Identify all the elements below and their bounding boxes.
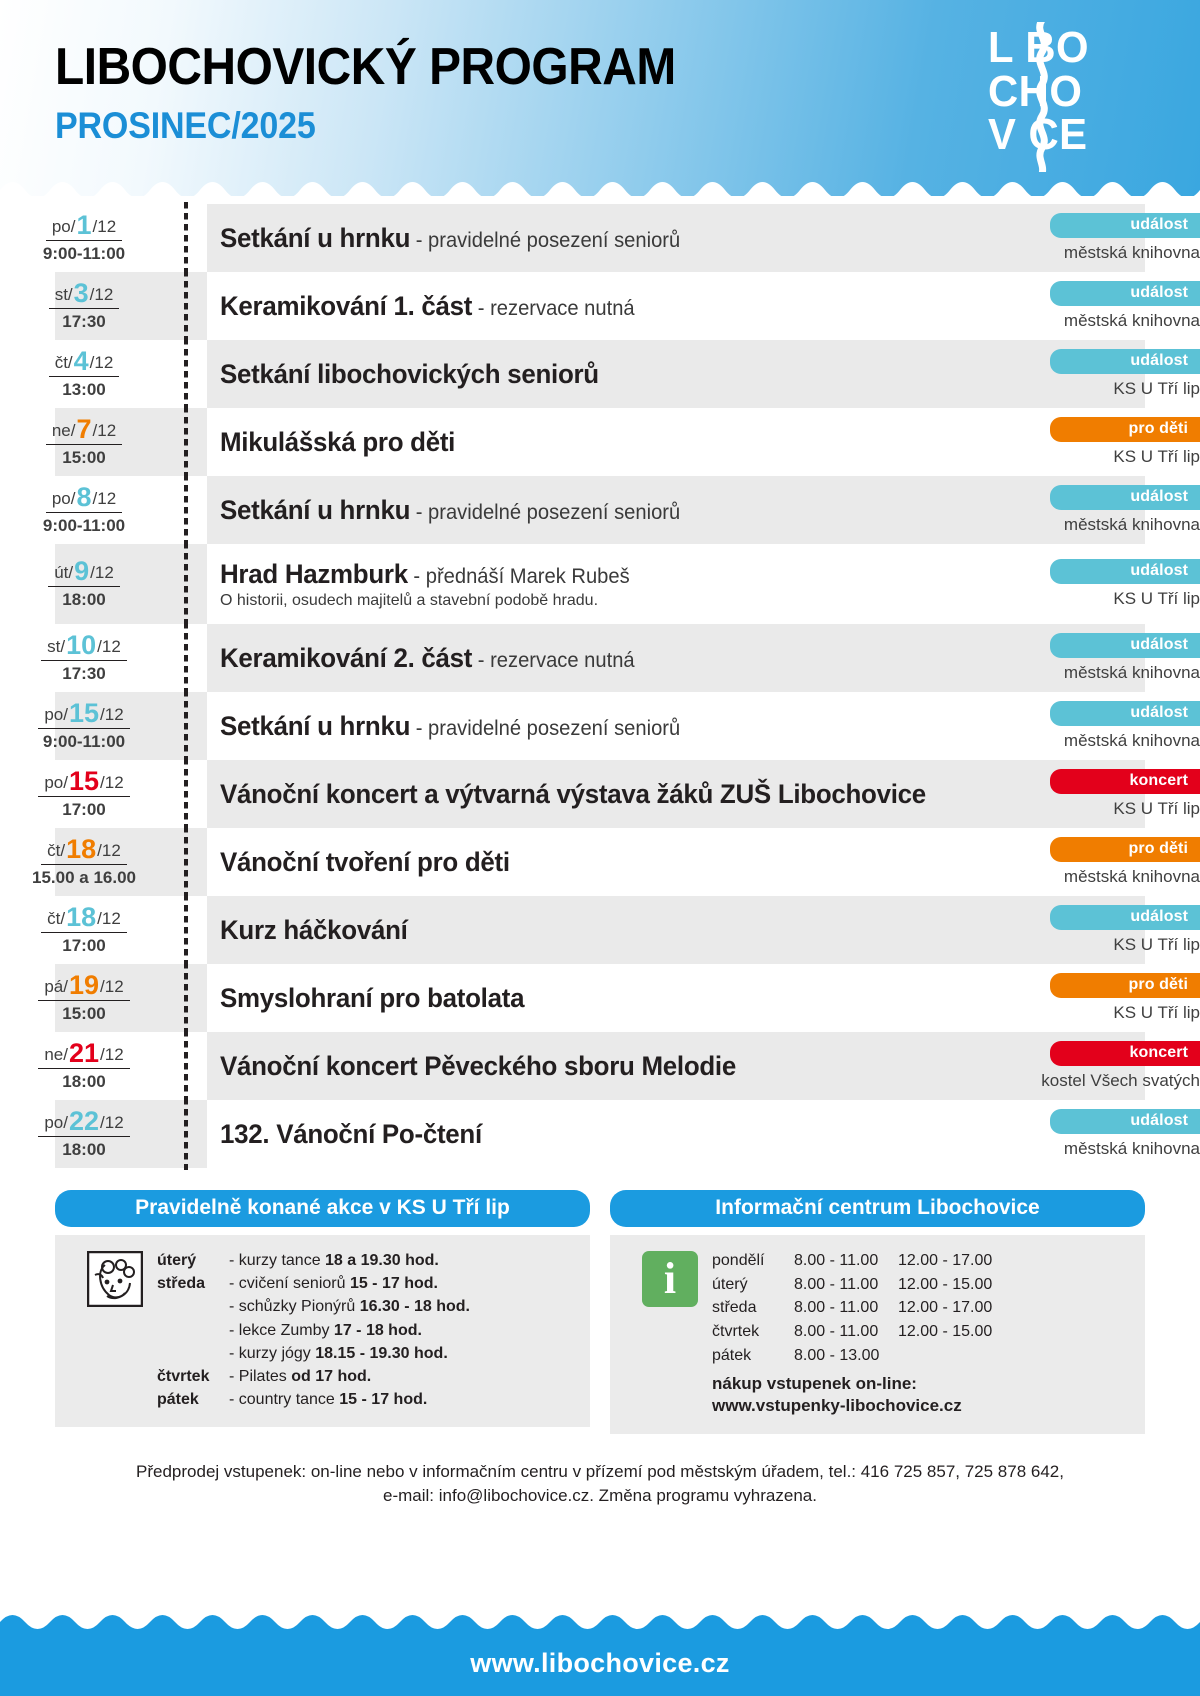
event-meta: [990, 544, 1200, 624]
event-weekday: čt/: [47, 841, 66, 860]
schedule-day: [157, 1319, 229, 1342]
status-badge: událost: [1050, 213, 1200, 238]
event-time: 15:00: [62, 1004, 106, 1023]
event-row: [0, 896, 1200, 964]
event-date: [0, 1032, 180, 1100]
libochovice-logo: [988, 23, 1168, 176]
event-main: [192, 272, 990, 340]
dotted-divider: [180, 476, 192, 544]
hours-afternoon: 12.00 - 17.00: [898, 1252, 993, 1269]
event-main: [192, 1100, 990, 1168]
info-centre-panel: [610, 1190, 1145, 1434]
dotted-divider: [180, 760, 192, 828]
regular-events-heading: Pravidelně konané akce v KS U Tří lip: [55, 1190, 590, 1227]
dotted-divider: [180, 964, 192, 1032]
event-title: Keramikování 2. část - rezervace nutná: [220, 642, 635, 673]
header-titles: [55, 40, 730, 147]
hours-row: [712, 1273, 992, 1297]
schedule-text: - schůzky Pionýrů 16.30 - 18 hod.: [229, 1298, 470, 1316]
event-venue: kostel Všech svatých: [1041, 1071, 1200, 1090]
dotted-divider: [180, 896, 192, 964]
schedule-row: [157, 1249, 470, 1272]
event-weekday: po/: [44, 773, 68, 792]
event-venue: městská knihovna: [1063, 515, 1200, 534]
info-centre-content: [712, 1249, 992, 1418]
event-meta: [990, 1032, 1200, 1100]
status-badge: koncert: [1050, 769, 1200, 794]
event-month: /12: [100, 977, 124, 996]
event-title: Setkání u hrnku - pravidelné posezení seniorů: [220, 222, 681, 253]
event-date-line: [49, 348, 120, 377]
event-month: /12: [97, 909, 121, 928]
status-badge: událost: [1050, 701, 1200, 726]
hours-day: čtvrtek: [712, 1323, 760, 1341]
status-badge: událost: [1050, 485, 1200, 510]
dotted-divider: [180, 272, 192, 340]
event-venue: KS U Tří lip: [1113, 935, 1200, 954]
event-time: 18:00: [62, 1140, 106, 1159]
event-venue: KS U Tří lip: [1113, 379, 1200, 398]
event-time: 17:30: [62, 312, 106, 331]
logo-line-1: L BO: [988, 23, 1089, 72]
logo-line-3: V CE: [988, 110, 1088, 160]
event-date-line: [41, 836, 127, 865]
event-list: [0, 196, 1200, 1168]
event-month: /12: [100, 1045, 124, 1064]
event-title: Mikulášská pro děti: [220, 426, 456, 457]
event-meta: [990, 476, 1200, 544]
event-venue: městská knihovna: [1063, 867, 1200, 886]
event-time: 17:00: [62, 936, 106, 955]
event-time: 9:00-11:00: [42, 516, 126, 535]
event-month: /12: [100, 773, 124, 792]
event-row: [0, 204, 1200, 272]
event-title-suffix: - rezervace nutná: [472, 648, 635, 672]
info-centre-body: [610, 1235, 1145, 1434]
status-badge: událost: [1050, 281, 1200, 306]
event-title: Setkání u hrnku - pravidelné posezení seniorů: [220, 494, 681, 525]
event-venue: městská knihovna: [1063, 731, 1200, 750]
schedule-day: pátek: [157, 1391, 199, 1409]
event-weekday: čt/: [47, 909, 66, 928]
schedule-row: [157, 1342, 470, 1365]
event-month: /12: [100, 705, 124, 724]
event-title-suffix: - pravidelné posezení seniorů: [410, 500, 681, 524]
schedule-day: středa: [157, 1275, 206, 1293]
event-meta: [990, 204, 1200, 272]
info-icon: [620, 1249, 698, 1418]
event-main: [192, 896, 990, 964]
opening-hours-table: [712, 1249, 992, 1367]
event-venue: KS U Tří lip: [1113, 447, 1200, 466]
event-weekday: po/: [51, 489, 76, 508]
event-meta: [990, 828, 1200, 896]
schedule-text: - country tance 15 - 17 hod.: [229, 1391, 428, 1409]
status-badge: koncert: [1050, 1041, 1200, 1066]
event-month: /12: [92, 421, 117, 440]
hours-afternoon: 12.00 - 15.00: [898, 1323, 993, 1341]
event-row: [0, 544, 1200, 624]
hours-morning: 8.00 - 13.00: [794, 1346, 880, 1364]
event-time: 17:30: [62, 664, 106, 683]
event-venue: městská knihovna: [1063, 663, 1200, 682]
event-weekday: po/: [44, 1113, 68, 1132]
event-title-suffix: - rezervace nutná: [472, 296, 635, 320]
event-title: 132. Vánoční Po-čtení: [220, 1118, 482, 1149]
logo-line-2: CHO: [988, 66, 1083, 116]
event-date: [0, 964, 180, 1032]
online-tickets-label: nákup vstupenek on-line:: [712, 1374, 917, 1394]
hours-day: pondělí: [712, 1252, 765, 1269]
dotted-divider: [180, 624, 192, 692]
info-centre-heading: Informační centrum Libochovice: [610, 1190, 1145, 1227]
online-tickets: [712, 1373, 992, 1417]
event-title: Setkání libochovických seniorů: [220, 358, 599, 389]
schedule-day: [157, 1295, 229, 1318]
status-badge: událost: [1050, 559, 1200, 584]
schedule-text: - cvičení seniorů 15 - 17 hod.: [229, 1275, 438, 1293]
event-date: [0, 204, 180, 272]
schedule-day: čtvrtek: [157, 1367, 210, 1385]
event-title-suffix: - přednáší Marek Rubeš: [407, 564, 630, 588]
event-main: [192, 760, 990, 828]
status-badge: pro děti: [1050, 973, 1200, 998]
event-date-line: [38, 1108, 129, 1137]
dotted-divider: [180, 692, 192, 760]
logo-river-wave-icon: [1029, 22, 1055, 172]
event-time: 18:00: [62, 1072, 106, 1091]
status-badge: událost: [1050, 349, 1200, 374]
footer-website[interactable]: www.libochovice.cz: [470, 1647, 730, 1678]
status-badge: událost: [1050, 633, 1200, 658]
status-badge: událost: [1050, 905, 1200, 930]
event-date: [0, 692, 180, 760]
event-main: [192, 1032, 990, 1100]
event-main: [192, 408, 990, 476]
event-meta: [990, 408, 1200, 476]
hours-row: [712, 1320, 992, 1344]
event-time: 15:00: [62, 448, 106, 467]
event-month: /12: [90, 563, 114, 582]
event-row: [0, 692, 1200, 760]
hours-row: [712, 1296, 992, 1320]
event-date-line: [48, 558, 120, 587]
event-main: [192, 544, 990, 624]
event-venue: KS U Tří lip: [1113, 589, 1200, 608]
event-date-line: [46, 484, 122, 513]
header-wave-divider: [0, 170, 1200, 196]
event-title: Vánoční tvoření pro děti: [220, 846, 510, 877]
event-day-number: 1: [76, 210, 92, 240]
event-title: Vánoční koncert a výtvarná výstava žáků ZUŠ Libochovice: [220, 778, 926, 809]
event-date-line: [38, 972, 129, 1001]
event-main: [192, 340, 990, 408]
event-title-suffix: - pravidelné posezení seniorů: [410, 716, 681, 740]
event-date: [0, 828, 180, 896]
hours-afternoon: 12.00 - 15.00: [898, 1275, 993, 1293]
dotted-divider: [180, 1100, 192, 1168]
event-meta: [990, 624, 1200, 692]
event-date: [0, 272, 180, 340]
footer-line-1: Předprodej vstupenek: on-line nebo v informačním centru v přízemí pod městským úřadem, tel.: 416 725 857, 725 878 642,: [136, 1461, 1064, 1481]
hours-row: [712, 1344, 992, 1368]
event-row: [0, 964, 1200, 1032]
event-title: Setkání u hrnku - pravidelné posezení seniorů: [220, 710, 681, 741]
event-time: 9:00-11:00: [42, 732, 126, 751]
footer-contact: [0, 1460, 1200, 1509]
page-title: LIBOCHOVICKÝ PROGRAM: [55, 38, 676, 96]
event-date: [0, 624, 180, 692]
regular-events-panel: [55, 1190, 590, 1434]
schedule-row: [157, 1388, 470, 1411]
event-month: /12: [97, 637, 121, 656]
event-venue: KS U Tří lip: [1113, 799, 1200, 818]
event-day-number: 3: [73, 278, 89, 308]
hours-morning: 8.00 - 11.00: [794, 1252, 879, 1269]
event-row: [0, 760, 1200, 828]
hours-row: [712, 1249, 992, 1273]
event-title: Vánoční koncert Pěveckého sboru Melodie: [220, 1050, 736, 1081]
event-date-line: [38, 1040, 129, 1069]
online-tickets-url[interactable]: www.vstupenky-libochovice.cz: [712, 1396, 962, 1416]
event-title-suffix: - pravidelné posezení seniorů: [410, 228, 681, 252]
event-meta: [990, 964, 1200, 1032]
event-date: [0, 1100, 180, 1168]
event-date-line: [38, 700, 129, 729]
event-day-number: 9: [74, 556, 90, 586]
hours-day: pátek: [712, 1346, 752, 1364]
event-day-number: 15: [68, 766, 100, 796]
event-date: [0, 544, 180, 624]
footer-wave-divider: [0, 1608, 1200, 1630]
dotted-divider: [180, 544, 192, 624]
hours-afternoon: 12.00 - 17.00: [898, 1299, 993, 1317]
regular-events-body: [55, 1235, 590, 1427]
event-time: 18:00: [62, 590, 106, 609]
event-date-line: [38, 768, 129, 797]
event-date: [0, 896, 180, 964]
event-title: Kurz háčkování: [220, 914, 408, 945]
event-date: [0, 408, 180, 476]
event-main: [192, 476, 990, 544]
hours-day: středa: [712, 1299, 757, 1317]
footer-website-bar: [0, 1630, 1200, 1696]
event-month: /12: [89, 285, 114, 304]
page-subtitle: PROSINEC/2025: [55, 104, 316, 146]
dotted-divider: [180, 828, 192, 896]
event-meta: [990, 692, 1200, 760]
event-day-number: 7: [76, 414, 92, 444]
event-time: 17:00: [62, 800, 106, 819]
status-badge: pro děti: [1050, 837, 1200, 862]
event-date: [0, 476, 180, 544]
event-title: Hrad Hazmburk - přednáší Marek Rubeš: [220, 558, 630, 589]
event-row: [0, 828, 1200, 896]
event-venue: městská knihovna: [1063, 1139, 1200, 1158]
event-date-line: [41, 632, 127, 661]
dotted-divider: [180, 1032, 192, 1100]
status-badge: událost: [1050, 1109, 1200, 1134]
event-weekday: čt/: [54, 353, 73, 372]
event-venue: městská knihovna: [1063, 243, 1200, 262]
event-weekday: pá/: [44, 977, 68, 996]
event-weekday: ne/: [51, 421, 76, 440]
event-title: Smyslohraní pro batolata: [220, 982, 525, 1013]
event-weekday: út/: [54, 563, 74, 582]
event-main: [192, 692, 990, 760]
event-date: [0, 340, 180, 408]
event-meta: [990, 272, 1200, 340]
hours-morning: 8.00 - 11.00: [794, 1323, 879, 1341]
event-row: [0, 272, 1200, 340]
event-day-number: 19: [68, 970, 100, 1000]
event-month: /12: [89, 353, 114, 372]
schedule-text: - Pilates od 17 hod.: [229, 1367, 372, 1385]
event-weekday: po/: [51, 217, 76, 236]
poster-header: [0, 0, 1200, 196]
event-main: [192, 204, 990, 272]
bottom-panels: [0, 1190, 1200, 1434]
schedule-text: - kurzy tance 18 a 19.30 hod.: [229, 1252, 439, 1269]
dotted-divider: [180, 340, 192, 408]
event-day-number: 18: [66, 902, 97, 932]
schedule-row: [157, 1295, 470, 1318]
regular-events-schedule: [157, 1249, 470, 1411]
dotted-divider: [180, 204, 192, 272]
event-row: [0, 408, 1200, 476]
hours-morning: 8.00 - 11.00: [794, 1299, 879, 1317]
event-row: [0, 1032, 1200, 1100]
schedule-row: [157, 1319, 470, 1342]
schedule-text: - lekce Zumby 17 - 18 hod.: [229, 1321, 422, 1339]
hours-morning: 8.00 - 11.00: [794, 1275, 879, 1293]
event-venue: KS U Tří lip: [1113, 1003, 1200, 1022]
event-date-line: [49, 280, 120, 309]
event-venue: městská knihovna: [1063, 311, 1200, 330]
event-date-line: [46, 416, 122, 445]
schedule-day: [157, 1342, 229, 1365]
event-main: [192, 624, 990, 692]
event-weekday: po/: [44, 705, 68, 724]
info-icon-glyph: i: [642, 1251, 698, 1307]
dotted-divider: [180, 408, 192, 476]
event-title: Keramikování 1. část - rezervace nutná: [220, 290, 635, 321]
event-meta: [990, 340, 1200, 408]
schedule-row: [157, 1365, 470, 1388]
event-time: 13:00: [62, 380, 106, 399]
event-row: [0, 1100, 1200, 1168]
event-weekday: st/: [47, 637, 66, 656]
schedule-day: úterý: [157, 1252, 197, 1269]
event-date: [0, 760, 180, 828]
event-month: /12: [92, 489, 117, 508]
event-month: /12: [100, 1113, 124, 1132]
event-day-number: 22: [68, 1106, 100, 1136]
theatre-mask-icon: [65, 1249, 143, 1411]
event-time: 9:00-11:00: [42, 244, 126, 263]
event-month: /12: [92, 217, 117, 236]
schedule-row: [157, 1272, 470, 1295]
event-note: O historii, osudech majitelů a stavební podobě hradu.: [220, 591, 599, 609]
event-row: [0, 340, 1200, 408]
event-date-line: [41, 904, 127, 933]
event-month: /12: [97, 841, 121, 860]
status-badge: pro děti: [1050, 417, 1200, 442]
event-weekday: st/: [54, 285, 73, 304]
event-day-number: 10: [66, 630, 97, 660]
footer-line-2: e-mail: info@libochovice.cz. Změna programu vyhrazena.: [383, 1486, 817, 1506]
event-day-number: 4: [73, 346, 89, 376]
event-time: 15.00 a 16.00: [32, 868, 136, 887]
event-main: [192, 828, 990, 896]
hours-day: úterý: [712, 1275, 748, 1293]
event-main: [192, 964, 990, 1032]
event-meta: [990, 1100, 1200, 1168]
event-day-number: 8: [76, 482, 92, 512]
event-meta: [990, 760, 1200, 828]
event-row: [0, 624, 1200, 692]
event-weekday: ne/: [44, 1045, 68, 1064]
event-meta: [990, 896, 1200, 964]
event-day-number: 15: [68, 698, 100, 728]
event-day-number: 21: [68, 1038, 100, 1068]
event-date-line: [46, 212, 122, 241]
event-row: [0, 476, 1200, 544]
schedule-text: - kurzy jógy 18.15 - 19.30 hod.: [229, 1344, 448, 1362]
event-day-number: 18: [66, 834, 97, 864]
